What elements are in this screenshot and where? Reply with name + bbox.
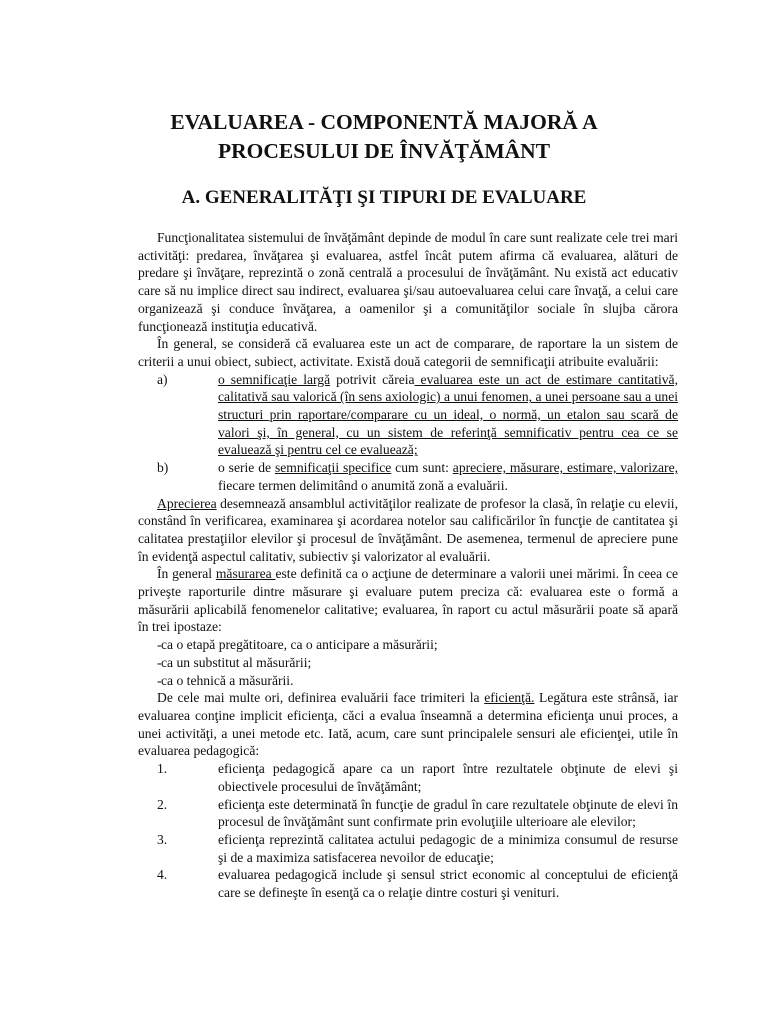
list-item-text: [218, 371, 678, 460]
list-marker: b): [157, 460, 169, 476]
underlined-term: eficienţă.: [484, 690, 535, 706]
numbered-item: [138, 760, 678, 795]
underlined-term: măsurarea: [215, 566, 276, 582]
number-marker: 1.: [157, 761, 168, 777]
dash-item-text: ca un substitut al măsurării;: [161, 654, 312, 670]
paragraph-4: [138, 565, 678, 636]
list-item-b: [138, 459, 678, 494]
numbered-item: [138, 866, 678, 901]
list-marker: a): [157, 371, 168, 387]
dash-item: [138, 636, 678, 654]
section-heading: A. GENERALITĂŢI ŞI TIPURI DE EVALUARE: [181, 187, 587, 208]
title-line-2: PROCESULUI DE ÎNVĂŢĂMÂNT: [217, 139, 551, 163]
dash-item: [138, 672, 678, 690]
text-run: desemnează ansamblul activităţilor realizate de profesor la clasă, în relaţie cu elevii, constând în verificarea, examinarea şi acordarea notelor sau calificărilor în funcţie de cantitatea şi calitatea prestaţiilor elevilor şi procesul de învăţământ. De asemenea, termenul de apreciere pune în evidenţă aspectul calitativ, subiectiv şi valorizator al evaluării.: [138, 495, 678, 564]
text-run: De cele mai multe ori, definirea evaluării face trimiteri la: [157, 690, 485, 706]
text-run: cum sunt:: [391, 460, 453, 476]
dash-item-text: ca o tehnică a măsurării.: [161, 672, 294, 688]
text-run: Legătura este strânsă, iar evaluarea conţine implicit eficienţa, căci a evalua înseamnă a determina eficienţa unui proces, a unei activităţi, a unei metode etc. Iată, acum, care sunt principalele sensuri ale eficienţei, utile în evaluarea pedagogică:: [138, 690, 679, 759]
paragraph-2: În general, se consideră că evaluarea este un act de comparare, de raportare la un sistem de criterii a unui obiect, subiect, activitate. Există două categorii de semnificaţii atribuite evaluării:: [138, 336, 678, 369]
underlined-term: semnificaţii specifice: [274, 460, 392, 476]
document-body: [138, 229, 678, 902]
paragraph-1: Funcţionalitatea sistemului de învăţământ depinde de modul în care sunt realizate cele trei mari activităţi: predarea, învăţarea şi evaluarea, astfel încât putem afirma că evaluarea, alături de predare şi învăţare, reprezintă o zonă centrală a procesului de învăţământ. Nu există act educativ care să nu implice direct sau indirect, evaluarea şi/sau autoevaluarea celui care învaţă, a celui care organizează şi conduce învăţarea, a oamenilor şi a comunităţilor sociale în slujba cărora funcţionează instituţia educativă.: [138, 230, 678, 334]
text-run: potrivit căreia: [330, 371, 415, 387]
number-marker: 3.: [157, 831, 168, 847]
dash-marker: -: [157, 672, 162, 688]
number-marker: 4.: [157, 867, 168, 883]
text-run: o serie de: [218, 460, 275, 476]
numbered-item-text: eficienţa pedagogică apare ca un raport între rezultatele obţinute de elevi şi obiectivele procesului de învăţământ;: [218, 761, 678, 794]
dash-marker: -: [157, 654, 162, 670]
dash-item: [138, 654, 678, 672]
title-line-1: EVALUAREA - COMPONENTĂ MAJORĂ A: [170, 110, 598, 134]
document-title: [0, 108, 768, 166]
dash-item-text: ca o etapă pregătitoare, ca o anticipare a măsurării;: [161, 637, 438, 653]
underlined-definition: evaluarea este un act de estimare cantitativă, calitativă sau valorică (în sens axiologic) a unui fenomen, a unei persoane sau a unei structuri prin raportare/comparare cu un ideal, o normă, un etalon sau scară de valori şi, în general, cu un sistem de referinţă semnificativ pentru cea ce se evaluează şi pentru cel ce evaluează;: [218, 371, 678, 458]
text-run: este definită ca o acţiune de determinare a valorii unei mărimi. În ceea ce priveşte raporturile dintre măsurare şi evaluare putem preciza că: evaluarea este o formă a măsurării aplicabilă fenomenelor calitative; evaluarea, în raport cu actul măsurării poate să apară în trei ipostaze:: [138, 566, 679, 635]
numbered-item: [138, 831, 678, 866]
numbered-item-text: eficienţa reprezintă calitatea actului pedagogic de a minimiza consumul de resurse şi de a maximiza satisfacerea nevoilor de educaţie;: [218, 831, 678, 865]
underlined-term: o semnificaţie largă: [218, 371, 331, 387]
numbered-item-text: evaluarea pedagogică include şi sensul strict economic al conceptului de eficienţă care se defineşte în esenţă ca o relaţie dintre costuri şi venituri.: [218, 867, 678, 901]
text-run: În general: [157, 566, 216, 582]
list-item-text: [218, 459, 678, 494]
numbered-item: [138, 796, 678, 831]
dash-marker: -: [157, 637, 162, 653]
numbered-item-text: eficienţa este determinată în funcţie de gradul în care rezultatele obţinute de elevi în procesul de învăţământ sunt confirmate prin evoluţiile ulterioare ale elevilor;: [218, 796, 678, 830]
list-item-a: [138, 371, 678, 460]
underlined-term: Aprecierea: [157, 495, 217, 511]
number-marker: 2.: [157, 796, 168, 812]
text-run: fiecare termen delimitând o anumită zonă a evaluării.: [218, 477, 508, 493]
paragraph-3: [138, 495, 678, 566]
underlined-terms: apreciere, măsurare, estimare, valorizare,: [452, 460, 679, 476]
paragraph-5: [138, 689, 678, 760]
